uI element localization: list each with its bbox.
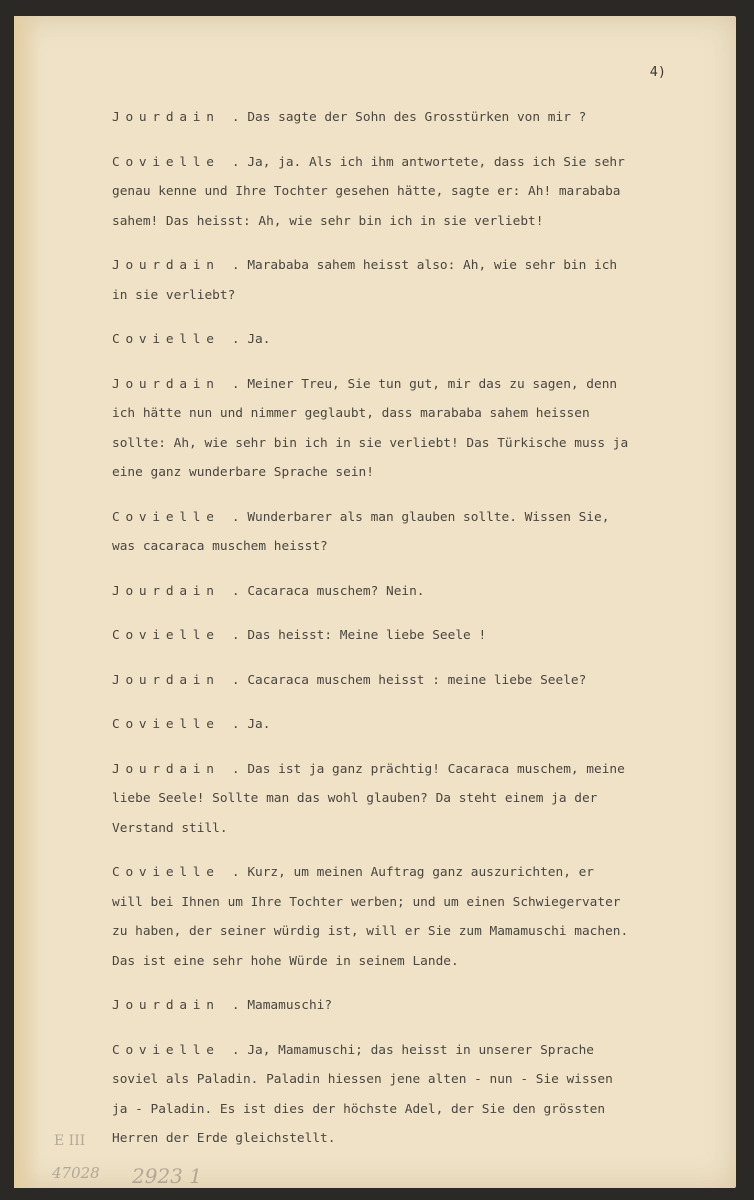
text-line (112, 577, 712, 607)
line-text: Mamamuschi? (247, 998, 333, 1013)
text-line (112, 1036, 712, 1066)
line-text: sollte: Ah, wie sehr bin ich in sie verliebt! Das Türkische muss ja (112, 435, 629, 451)
speaker-name: Covielle (112, 717, 220, 732)
speaker-separator: . (224, 865, 248, 880)
dialogue-paragraph (112, 148, 712, 237)
line-text: Kurz, um meinen Auftrag ganz auszurichten, er (247, 865, 595, 880)
speaker-separator: . (224, 110, 248, 125)
speaker-separator: . (224, 258, 248, 273)
line-text: Cacaraca muschem? Nein. (247, 583, 425, 599)
speaker-separator: . (224, 376, 248, 392)
dialogue-paragraph (112, 755, 712, 844)
text-line (112, 947, 712, 977)
line-text: Marababa sahem heisst also: Ah, wie sehr bin ich (247, 258, 618, 273)
speaker-separator: . (224, 1042, 248, 1058)
line-text: eine ganz wunderbare Sprache sein! (112, 465, 374, 480)
speaker-separator: . (224, 332, 248, 347)
text-line (112, 784, 712, 814)
speaker-name: Covielle (112, 509, 220, 525)
line-text: genau kenne und Ihre Tochter gesehen hätte, sagte er: Ah! marababa (112, 184, 621, 199)
text-line (112, 917, 712, 947)
speaker-name: Jourdain (112, 110, 220, 125)
line-text: in sie verliebt? (112, 287, 236, 303)
text-line (112, 281, 712, 311)
line-text: ja - Paladin. Es ist dies der höchste Adel, der Sie den grössten (112, 1101, 606, 1117)
dialogue-paragraph (112, 710, 712, 740)
speaker-name: Jourdain (112, 376, 220, 392)
text-line (112, 858, 712, 888)
text-line (112, 532, 712, 562)
dialogue-paragraph (112, 251, 712, 310)
text-line (112, 177, 712, 207)
line-text: sahem! Das heisst: Ah, wie sehr bin ich in sie verliebt! (112, 213, 544, 229)
line-text: Das sagte der Sohn des Grosstürken von mir ? (247, 110, 587, 125)
text-line (112, 399, 712, 429)
archive-inventory-number: 2923 1 (132, 1164, 202, 1188)
dialogue-paragraph (112, 503, 712, 562)
archive-reference-number: 47028 (52, 1164, 100, 1182)
text-line (112, 710, 712, 740)
text-line (112, 666, 712, 696)
line-text: Das ist ja ganz prächtig! Cacaraca muschem, meine (247, 761, 625, 777)
line-text: Wunderbarer als man glauben sollte. Wissen Sie, (247, 509, 610, 525)
dialogue-paragraph (112, 621, 712, 651)
line-text: soviel als Paladin. Paladin hiessen jene alten - nun - Sie wissen (112, 1072, 613, 1087)
text-line (112, 148, 712, 178)
line-text: Ja. (247, 332, 271, 347)
text-line (112, 755, 712, 785)
line-text: ich hätte nun und nimmer geglaubt, dass marababa sahem heissen (112, 406, 590, 421)
speaker-name: Jourdain (112, 998, 220, 1013)
speaker-separator: . (224, 998, 248, 1013)
speaker-separator: . (224, 717, 248, 732)
text-line (112, 503, 712, 533)
text-line (112, 814, 712, 844)
speaker-name: Covielle (112, 332, 220, 347)
text-line (112, 1065, 712, 1095)
dialogue-paragraph (112, 858, 712, 976)
speaker-name: Covielle (112, 628, 220, 643)
text-line (112, 103, 712, 133)
speaker-name: Jourdain (112, 761, 220, 777)
speaker-name: Covielle (112, 865, 220, 880)
speaker-separator: . (224, 583, 248, 599)
text-line (112, 621, 712, 651)
text-line (112, 370, 712, 400)
dialogue-paragraph (112, 325, 712, 355)
text-line (112, 207, 712, 237)
dialogue-paragraph (112, 577, 712, 607)
archive-signature: E III (54, 1133, 86, 1149)
text-line (112, 458, 712, 488)
line-text: zu haben, der seiner würdig ist, will er Sie zum Mamamuschi machen. (112, 924, 629, 939)
speaker-separator: . (224, 509, 248, 525)
speaker-separator: . (224, 628, 248, 643)
line-text: Herren der Erde gleichstellt. (112, 1131, 336, 1146)
speaker-name: Covielle (112, 154, 220, 170)
dialogue-text (112, 103, 712, 1169)
text-line (112, 429, 712, 459)
speaker-name: Jourdain (112, 258, 220, 273)
text-line (112, 1124, 712, 1154)
text-line (112, 251, 712, 281)
text-line (112, 991, 712, 1021)
line-text: Cacaraca muschem heisst : meine liebe Seele? (247, 672, 587, 688)
speaker-separator: . (224, 672, 248, 688)
line-text: liebe Seele! Sollte man das wohl glauben? Da steht einem ja der (112, 791, 598, 806)
line-text: was cacaraca muschem heisst? (112, 539, 328, 554)
page-number: 4) (649, 64, 666, 80)
speaker-name: Jourdain (112, 583, 220, 599)
dialogue-paragraph (112, 666, 712, 696)
line-text: Meiner Treu, Sie tun gut, mir das zu sagen, denn (247, 376, 618, 392)
line-text: Das heisst: Meine liebe Seele ! (247, 628, 487, 643)
text-line (112, 325, 712, 355)
speaker-name: Covielle (112, 1042, 220, 1058)
dialogue-paragraph (112, 103, 712, 133)
typescript-page (14, 16, 736, 1188)
speaker-separator: . (224, 761, 248, 777)
text-line (112, 1095, 712, 1125)
line-text: Das ist eine sehr hohe Würde in seinem Lande. (112, 953, 459, 969)
dialogue-paragraph (112, 1036, 712, 1154)
text-line (112, 888, 712, 918)
line-text: Verstand still. (112, 820, 228, 836)
line-text: will bei Ihnen um Ihre Tochter werben; und um einen Schwiegervater (112, 894, 621, 910)
line-text: Ja, ja. Als ich ihm antwortete, dass ich Sie sehr (247, 154, 625, 170)
speaker-separator: . (224, 154, 248, 170)
dialogue-paragraph (112, 370, 712, 488)
speaker-name: Jourdain (112, 672, 220, 688)
line-text: Ja. (247, 717, 271, 732)
line-text: Ja, Mamamuschi; das heisst in unserer Sprache (247, 1042, 595, 1058)
dialogue-paragraph (112, 991, 712, 1021)
